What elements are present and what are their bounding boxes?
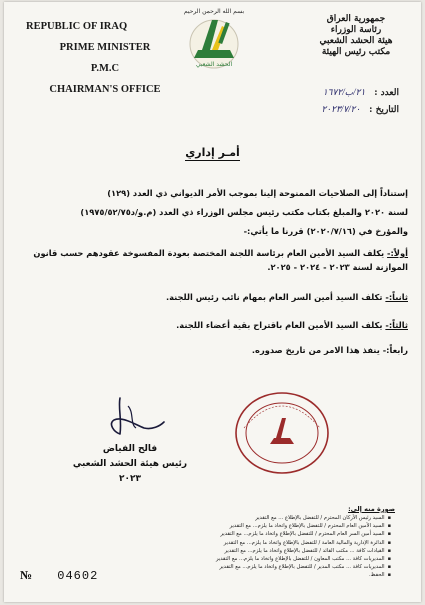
reference-number bbox=[289, 84, 399, 101]
ar-letterhead-line-2: رئاسة الوزراء bbox=[330, 25, 382, 35]
document-page bbox=[4, 2, 421, 602]
item-2-label: ثانياً:- bbox=[385, 292, 408, 302]
intro-line-2: لسنة ٢٠٢٠ والمبلغ بكتاب مكتب رئيس مجلس الوزراء ذي العدد (م.و/د١٩٧٥/٥٢/٧٥) bbox=[80, 207, 408, 217]
letterhead-line-4: CHAIRMAN'S OFFICE bbox=[49, 84, 161, 95]
emblem-text: الحشد الشعبي bbox=[195, 61, 233, 68]
date-value: ٢٠٢٣/٧/٢٠ bbox=[321, 104, 361, 114]
letterhead-line-3: P.M.C bbox=[90, 63, 120, 74]
cc-item: ▪ المديريات كافة ... مكتب المعاون / للتفضل بالإطلاع واتخاذ ما يلزم... مع التقدير bbox=[131, 555, 391, 563]
letterhead-line-1: REPUBLIC OF IRAQ bbox=[26, 21, 128, 32]
order-item-2 bbox=[20, 292, 408, 302]
intro-paragraph bbox=[20, 184, 408, 241]
cc-item: ▪ الدائرة الإدارية والمالية العامة / للتفضل بالإطلاع واتخاذ ما يلزم... مع التقدير bbox=[131, 539, 391, 547]
pmf-emblem-icon bbox=[182, 6, 246, 76]
intro-line-3: والمؤرخ في (٢٠٢٠/٧/١٦) قررنا ما يأتي:- bbox=[243, 226, 408, 236]
reference-block bbox=[289, 84, 399, 118]
cc-item: ▪ السيد أمين السر العام المحترم / للتفضل بالإطلاع واتخاذ ما يلزم... مع التقدير bbox=[131, 530, 391, 538]
handwritten-signature-icon bbox=[100, 394, 170, 440]
item-1-text: يكلف السيد الأمين العام برئاسة اللجنة المختصة بعودة المفسوخة عقودهم حسب قانون الموازنة لسنة ٢٠٢٣ - ٢٠٢٤ - ٢٠٢٥. bbox=[33, 248, 408, 272]
ar-letterhead-line-4: مكتب رئيس الهيئة bbox=[321, 47, 391, 57]
reference-date bbox=[289, 101, 399, 118]
cc-item: ▪ الحفظ. bbox=[131, 571, 391, 579]
document-subject bbox=[4, 146, 421, 159]
signatory-name: فالح الفياض bbox=[102, 444, 158, 454]
serial-number bbox=[20, 568, 98, 583]
serial-value: 04602 bbox=[57, 569, 99, 583]
signatory-block bbox=[64, 442, 196, 487]
item-3-label: ثالثاً:- bbox=[385, 320, 408, 330]
ar-letterhead-line-1: جمهورية العراق bbox=[326, 14, 386, 24]
order-item-1 bbox=[20, 246, 408, 274]
number-value: ٢١/ب/١٦٧٢ bbox=[322, 87, 366, 97]
official-stamp-icon bbox=[232, 388, 332, 478]
signatory-year: ٢٠٢٣ bbox=[119, 474, 141, 484]
arabic-letterhead bbox=[301, 14, 411, 58]
item-4-label: رابعاً:- bbox=[382, 345, 408, 355]
subject-title: أمـر إداري bbox=[185, 146, 240, 159]
item-4-text: ينفذ هذا الامر من تاريخ صدوره. bbox=[251, 345, 380, 355]
bismillah-text: بسم الله الرحمن الرحيم bbox=[183, 8, 245, 15]
intro-line-1: إستناداً إلى الصلاحيات الممنوحة إلينا بموجب الأمر الديواني ذي العدد (١٢٩) bbox=[107, 188, 408, 198]
order-item-4 bbox=[20, 345, 408, 355]
cc-item: ▪ المديريات كافة ... مكتب المدير / للتفضل بالإطلاع واتخاذ ما يلزم... مع التقدير bbox=[131, 563, 391, 571]
cc-title: صورة منه إلى: bbox=[348, 505, 395, 513]
item-3-text: يكلف السيد الأمين العام باقتراح بقية أعضاء اللجنة. bbox=[176, 320, 383, 330]
signatory-title: رئيس هيئة الحشد الشعبي bbox=[72, 459, 188, 469]
cc-item: ▪ السيد الأمين العام المحترم / للتفضل بالإطلاع واتخاذ ما يلزم... مع التقدير bbox=[131, 522, 391, 530]
item-2-text: تكلف السيد أمين السر العام بمهام نائب رئيس اللجنة. bbox=[165, 292, 383, 302]
number-label: العدد : bbox=[374, 88, 399, 98]
cc-item: ▪ القيادات كافة ... مكتب القائد / للتفضل بالإطلاع واتخاذ ما يلزم... مع التقدير bbox=[131, 547, 391, 555]
cc-list bbox=[131, 514, 391, 580]
cc-item: ▪ السيد رئيس الأركان المحترم / للتفضل بالإطلاع ... مع التقدير bbox=[131, 514, 391, 522]
item-1-label: أولاً:- bbox=[387, 248, 408, 258]
date-label: التاريخ : bbox=[369, 105, 399, 115]
english-letterhead bbox=[26, 16, 170, 100]
order-item-3 bbox=[20, 320, 408, 330]
ar-letterhead-line-3: هيئة الحشد الشعبي bbox=[319, 36, 393, 46]
serial-prefix: № bbox=[20, 568, 34, 582]
letterhead-line-2: PRIME MINISTER bbox=[59, 42, 151, 53]
